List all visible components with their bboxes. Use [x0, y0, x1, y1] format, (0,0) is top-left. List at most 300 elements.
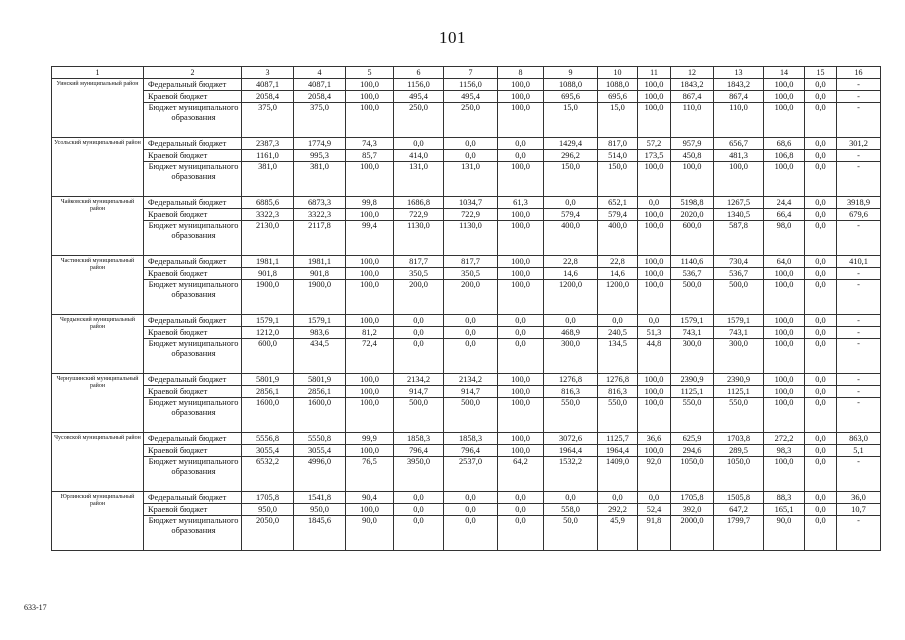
value-cell: 100,0: [764, 103, 805, 138]
table-row: [52, 197, 881, 209]
budget-type: Бюджет муниципального образования: [144, 162, 242, 197]
value-cell: 1858,3: [444, 433, 498, 445]
column-number: 13: [714, 67, 764, 79]
value-cell: 2050,0: [242, 516, 294, 551]
value-cell: 106,8: [764, 150, 805, 162]
value-cell: 72,4: [346, 339, 394, 374]
value-cell: 1579,1: [671, 315, 714, 327]
value-cell: 1600,0: [294, 398, 346, 433]
column-number: 2: [144, 67, 242, 79]
value-cell: 867,4: [714, 91, 764, 103]
value-cell: 1267,5: [714, 197, 764, 209]
value-cell: 375,0: [242, 103, 294, 138]
district-name: Чернушинский муниципальный район: [52, 374, 144, 433]
table-row: [52, 268, 881, 280]
value-cell: 100,0: [498, 268, 544, 280]
value-cell: 0,0: [805, 209, 837, 221]
value-cell: 0,0: [805, 79, 837, 91]
value-cell: 100,0: [498, 433, 544, 445]
value-cell: 76,5: [346, 457, 394, 492]
value-cell: 3055,4: [294, 445, 346, 457]
value-cell: 1156,0: [444, 79, 498, 91]
budget-type: Краевой бюджет: [144, 504, 242, 516]
value-cell: 1429,4: [544, 138, 598, 150]
value-cell: 1125,1: [714, 386, 764, 398]
value-cell: 5801,9: [242, 374, 294, 386]
value-cell: 600,0: [671, 221, 714, 256]
value-cell: 817,7: [444, 256, 498, 268]
table-row: [52, 516, 881, 551]
value-cell: 6885,6: [242, 197, 294, 209]
value-cell: 100,0: [346, 315, 394, 327]
value-cell: 414,0: [394, 150, 444, 162]
value-cell: 100,0: [714, 162, 764, 197]
value-cell: 495,4: [444, 91, 498, 103]
value-cell: 100,0: [498, 209, 544, 221]
value-cell: 743,1: [671, 327, 714, 339]
value-cell: 0,0: [394, 516, 444, 551]
value-cell: 100,0: [638, 162, 671, 197]
value-cell: 695,6: [598, 91, 638, 103]
value-cell: 550,0: [544, 398, 598, 433]
value-cell: 0,0: [805, 91, 837, 103]
value-cell: 52,4: [638, 504, 671, 516]
value-cell: 0,0: [444, 339, 498, 374]
table-row: [52, 150, 881, 162]
budget-table: [51, 66, 881, 551]
value-cell: 296,2: [544, 150, 598, 162]
district-name: Чайковский муниципальный район: [52, 197, 144, 256]
value-cell: 2387,3: [242, 138, 294, 150]
value-cell: 2390,9: [671, 374, 714, 386]
value-cell: 294,6: [671, 445, 714, 457]
budget-type: Бюджет муниципального образования: [144, 457, 242, 492]
value-cell: 100,0: [346, 445, 394, 457]
value-cell: 957,9: [671, 138, 714, 150]
value-cell: 579,4: [598, 209, 638, 221]
value-cell: 514,0: [598, 150, 638, 162]
value-cell: 2134,2: [444, 374, 498, 386]
value-cell: 1703,8: [714, 433, 764, 445]
table-row: [52, 492, 881, 504]
table-row: [52, 103, 881, 138]
value-cell: 0,0: [805, 504, 837, 516]
value-cell: 1200,0: [544, 280, 598, 315]
value-cell: 1799,7: [714, 516, 764, 551]
value-cell: 22,8: [544, 256, 598, 268]
table-row: [52, 504, 881, 516]
value-cell: 1600,0: [242, 398, 294, 433]
value-cell: 100,0: [638, 398, 671, 433]
budget-type: Бюджет муниципального образования: [144, 280, 242, 315]
value-cell: 0,0: [805, 197, 837, 209]
value-cell: 250,0: [444, 103, 498, 138]
value-cell: 0,0: [544, 197, 598, 209]
value-cell: 1579,1: [294, 315, 346, 327]
value-cell: 100,0: [346, 386, 394, 398]
value-cell: 0,0: [805, 374, 837, 386]
value-cell: 100,0: [638, 374, 671, 386]
value-cell: 100,0: [638, 103, 671, 138]
budget-type: Краевой бюджет: [144, 445, 242, 457]
value-cell: 0,0: [805, 339, 837, 374]
district-name: Частинский муниципальный район: [52, 256, 144, 315]
value-cell: 98,0: [764, 221, 805, 256]
value-cell: 1843,2: [671, 79, 714, 91]
value-cell: 250,0: [394, 103, 444, 138]
value-cell: 1774,9: [294, 138, 346, 150]
value-cell: 2020,0: [671, 209, 714, 221]
value-cell: 100,0: [498, 103, 544, 138]
value-cell: 536,7: [714, 268, 764, 280]
value-cell: 0,0: [805, 398, 837, 433]
value-cell: 1088,0: [544, 79, 598, 91]
value-cell: -: [837, 150, 881, 162]
value-cell: 0,0: [394, 492, 444, 504]
value-cell: 1034,7: [444, 197, 498, 209]
value-cell: 0,0: [805, 268, 837, 280]
value-cell: 0,0: [498, 504, 544, 516]
value-cell: 99,4: [346, 221, 394, 256]
value-cell: 131,0: [394, 162, 444, 197]
value-cell: 1409,0: [598, 457, 638, 492]
value-cell: 100,0: [638, 79, 671, 91]
value-cell: 914,7: [444, 386, 498, 398]
value-cell: 0,0: [805, 386, 837, 398]
value-cell: 0,0: [805, 445, 837, 457]
value-cell: 950,0: [242, 504, 294, 516]
value-cell: 1900,0: [294, 280, 346, 315]
value-cell: 100,0: [346, 79, 394, 91]
value-cell: 51,3: [638, 327, 671, 339]
value-cell: 100,0: [346, 398, 394, 433]
value-cell: 110,0: [671, 103, 714, 138]
value-cell: 350,5: [444, 268, 498, 280]
table-row: [52, 386, 881, 398]
value-cell: 98,3: [764, 445, 805, 457]
value-cell: 99,9: [346, 433, 394, 445]
table-row: [52, 398, 881, 433]
value-cell: 400,0: [598, 221, 638, 256]
value-cell: 2117,8: [294, 221, 346, 256]
value-cell: 3918,9: [837, 197, 881, 209]
value-cell: 1705,8: [671, 492, 714, 504]
value-cell: 0,0: [805, 103, 837, 138]
value-cell: 1541,8: [294, 492, 346, 504]
value-cell: 165,1: [764, 504, 805, 516]
value-cell: 131,0: [444, 162, 498, 197]
value-cell: 92,0: [638, 457, 671, 492]
value-cell: -: [837, 221, 881, 256]
value-cell: 1981,1: [242, 256, 294, 268]
value-cell: -: [837, 457, 881, 492]
value-cell: 1964,4: [544, 445, 598, 457]
value-cell: -: [837, 398, 881, 433]
table-row: [52, 315, 881, 327]
value-cell: 0,0: [805, 315, 837, 327]
value-cell: 100,0: [498, 398, 544, 433]
budget-type: Краевой бюджет: [144, 327, 242, 339]
value-cell: 100,0: [346, 209, 394, 221]
table-row: [52, 339, 881, 374]
value-cell: 0,0: [498, 516, 544, 551]
value-cell: 0,0: [444, 516, 498, 551]
value-cell: 0,0: [638, 197, 671, 209]
value-cell: 550,0: [714, 398, 764, 433]
value-cell: 100,0: [764, 162, 805, 197]
value-cell: 292,2: [598, 504, 638, 516]
value-cell: 1900,0: [242, 280, 294, 315]
table-row: [52, 374, 881, 386]
value-cell: 796,4: [394, 445, 444, 457]
value-cell: 375,0: [294, 103, 346, 138]
value-cell: 3322,3: [242, 209, 294, 221]
value-cell: 61,3: [498, 197, 544, 209]
value-cell: 381,0: [242, 162, 294, 197]
value-cell: 100,0: [346, 280, 394, 315]
value-cell: 550,0: [671, 398, 714, 433]
value-cell: 392,0: [671, 504, 714, 516]
value-cell: 0,0: [498, 339, 544, 374]
value-cell: 1161,0: [242, 150, 294, 162]
value-cell: 100,0: [346, 268, 394, 280]
value-cell: 481,3: [714, 150, 764, 162]
value-cell: 36,0: [837, 492, 881, 504]
value-cell: 100,0: [764, 457, 805, 492]
value-cell: 901,8: [242, 268, 294, 280]
value-cell: 100,0: [638, 91, 671, 103]
value-cell: 1276,8: [544, 374, 598, 386]
value-cell: 867,4: [671, 91, 714, 103]
value-cell: 64,2: [498, 457, 544, 492]
column-number: 9: [544, 67, 598, 79]
value-cell: 1088,0: [598, 79, 638, 91]
value-cell: -: [837, 162, 881, 197]
value-cell: 350,5: [394, 268, 444, 280]
value-cell: 100,0: [498, 79, 544, 91]
district-name: Чусовской муниципальный район: [52, 433, 144, 492]
value-cell: 289,5: [714, 445, 764, 457]
document-code: 633-17: [24, 603, 47, 612]
value-cell: 0,0: [638, 315, 671, 327]
value-cell: 301,2: [837, 138, 881, 150]
value-cell: 3055,4: [242, 445, 294, 457]
budget-type: Краевой бюджет: [144, 268, 242, 280]
district-name: Юрлинский муниципальный район: [52, 492, 144, 551]
value-cell: 99,8: [346, 197, 394, 209]
value-cell: 0,0: [805, 162, 837, 197]
value-cell: 2134,2: [394, 374, 444, 386]
value-cell: 0,0: [444, 504, 498, 516]
value-cell: 45,9: [598, 516, 638, 551]
value-cell: -: [837, 315, 881, 327]
value-cell: 434,5: [294, 339, 346, 374]
value-cell: 3950,0: [394, 457, 444, 492]
value-cell: 0,0: [394, 138, 444, 150]
value-cell: 300,0: [544, 339, 598, 374]
value-cell: 100,0: [346, 256, 394, 268]
value-cell: 722,9: [444, 209, 498, 221]
value-cell: 0,0: [498, 327, 544, 339]
column-number: 1: [52, 67, 144, 79]
value-cell: 817,0: [598, 138, 638, 150]
value-cell: 901,8: [294, 268, 346, 280]
value-cell: 2058,4: [242, 91, 294, 103]
value-cell: 1276,8: [598, 374, 638, 386]
column-number: 6: [394, 67, 444, 79]
value-cell: 500,0: [671, 280, 714, 315]
value-cell: 0,0: [805, 433, 837, 445]
value-cell: 88,3: [764, 492, 805, 504]
column-number: 12: [671, 67, 714, 79]
value-cell: 1050,0: [671, 457, 714, 492]
budget-type: Федеральный бюджет: [144, 374, 242, 386]
value-cell: 68,6: [764, 138, 805, 150]
value-cell: 272,2: [764, 433, 805, 445]
value-cell: 100,0: [764, 327, 805, 339]
value-cell: 0,0: [544, 492, 598, 504]
value-cell: 0,0: [444, 315, 498, 327]
value-cell: 579,4: [544, 209, 598, 221]
table-row: [52, 91, 881, 103]
value-cell: 0,0: [444, 138, 498, 150]
value-cell: 100,0: [346, 103, 394, 138]
value-cell: 100,0: [764, 79, 805, 91]
value-cell: 300,0: [714, 339, 764, 374]
column-number: 15: [805, 67, 837, 79]
value-cell: 6873,3: [294, 197, 346, 209]
column-number: 4: [294, 67, 346, 79]
value-cell: 1130,0: [444, 221, 498, 256]
value-cell: 1579,1: [242, 315, 294, 327]
value-cell: 2856,1: [242, 386, 294, 398]
value-cell: 100,0: [764, 91, 805, 103]
value-cell: 1125,1: [671, 386, 714, 398]
value-cell: 100,0: [346, 91, 394, 103]
value-cell: 4087,1: [242, 79, 294, 91]
value-cell: 10,7: [837, 504, 881, 516]
value-cell: 100,0: [764, 386, 805, 398]
value-cell: 100,0: [638, 209, 671, 221]
value-cell: 90,4: [346, 492, 394, 504]
value-cell: 468,9: [544, 327, 598, 339]
value-cell: 200,0: [394, 280, 444, 315]
value-cell: 2000,0: [671, 516, 714, 551]
value-cell: 0,0: [544, 315, 598, 327]
value-cell: 500,0: [444, 398, 498, 433]
value-cell: 5801,9: [294, 374, 346, 386]
value-cell: 1964,4: [598, 445, 638, 457]
value-cell: 0,0: [498, 138, 544, 150]
value-cell: 100,0: [498, 256, 544, 268]
value-cell: 2130,0: [242, 221, 294, 256]
table-row: [52, 162, 881, 197]
column-number: 14: [764, 67, 805, 79]
budget-type: Федеральный бюджет: [144, 138, 242, 150]
budget-type: Бюджет муниципального образования: [144, 339, 242, 374]
value-cell: 0,0: [498, 492, 544, 504]
value-cell: 863,0: [837, 433, 881, 445]
table-row: [52, 445, 881, 457]
value-cell: 0,0: [805, 221, 837, 256]
value-cell: 100,0: [498, 91, 544, 103]
value-cell: 173,5: [638, 150, 671, 162]
value-cell: 656,7: [714, 138, 764, 150]
value-cell: 5550,8: [294, 433, 346, 445]
budget-type: Федеральный бюджет: [144, 315, 242, 327]
value-cell: 983,6: [294, 327, 346, 339]
value-cell: 85,7: [346, 150, 394, 162]
value-cell: 1130,0: [394, 221, 444, 256]
value-cell: 1200,0: [598, 280, 638, 315]
value-cell: 15,0: [598, 103, 638, 138]
value-cell: 14,6: [544, 268, 598, 280]
value-cell: 3072,6: [544, 433, 598, 445]
value-cell: 100,0: [671, 162, 714, 197]
value-cell: 14,6: [598, 268, 638, 280]
value-cell: 1686,8: [394, 197, 444, 209]
value-cell: 50,0: [544, 516, 598, 551]
value-cell: 66,4: [764, 209, 805, 221]
value-cell: 0,0: [444, 150, 498, 162]
value-cell: 100,0: [498, 374, 544, 386]
value-cell: 0,0: [598, 492, 638, 504]
value-cell: 2537,0: [444, 457, 498, 492]
value-cell: 1050,0: [714, 457, 764, 492]
value-cell: 1845,6: [294, 516, 346, 551]
value-cell: 100,0: [764, 398, 805, 433]
value-cell: 44,8: [638, 339, 671, 374]
value-cell: 5198,8: [671, 197, 714, 209]
value-cell: 500,0: [394, 398, 444, 433]
value-cell: 0,0: [394, 327, 444, 339]
table-row: [52, 433, 881, 445]
value-cell: 1140,6: [671, 256, 714, 268]
value-cell: 1981,1: [294, 256, 346, 268]
value-cell: -: [837, 327, 881, 339]
table-row: [52, 256, 881, 268]
value-cell: 100,0: [764, 268, 805, 280]
value-cell: 150,0: [544, 162, 598, 197]
value-cell: 0,0: [394, 315, 444, 327]
value-cell: 0,0: [805, 256, 837, 268]
value-cell: 0,0: [805, 138, 837, 150]
value-cell: 36,6: [638, 433, 671, 445]
value-cell: 200,0: [444, 280, 498, 315]
value-cell: 240,5: [598, 327, 638, 339]
budget-type: Федеральный бюджет: [144, 433, 242, 445]
value-cell: 450,8: [671, 150, 714, 162]
value-cell: 950,0: [294, 504, 346, 516]
table-row: [52, 280, 881, 315]
column-number: 7: [444, 67, 498, 79]
value-cell: 22,8: [598, 256, 638, 268]
column-number: 3: [242, 67, 294, 79]
value-cell: 410,1: [837, 256, 881, 268]
value-cell: 495,4: [394, 91, 444, 103]
value-cell: 24,4: [764, 197, 805, 209]
value-cell: -: [837, 103, 881, 138]
value-cell: 2856,1: [294, 386, 346, 398]
value-cell: 300,0: [671, 339, 714, 374]
value-cell: 0,0: [805, 280, 837, 315]
value-cell: 91,8: [638, 516, 671, 551]
value-cell: 1505,8: [714, 492, 764, 504]
value-cell: 100,0: [638, 386, 671, 398]
column-number: 16: [837, 67, 881, 79]
value-cell: 100,0: [638, 280, 671, 315]
value-cell: 817,7: [394, 256, 444, 268]
